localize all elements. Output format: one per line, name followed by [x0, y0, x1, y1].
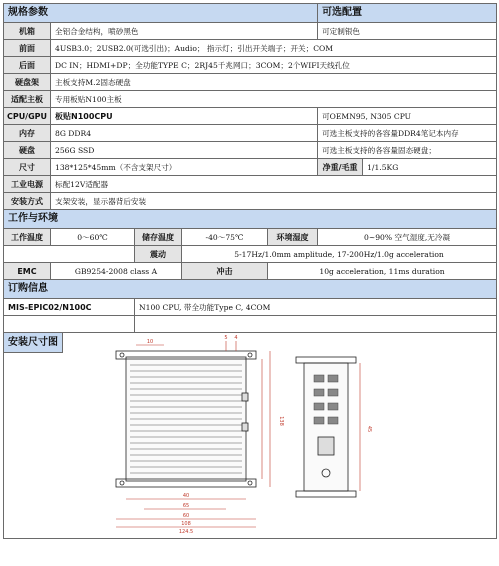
- row-label-memory: 内存: [4, 125, 51, 142]
- row-value-cpu: 板贴N100CPU: [51, 108, 318, 125]
- side-view: [296, 357, 360, 497]
- row-option-cpu: 可OEMN95, N305 CPU: [318, 108, 497, 125]
- spec-table: [3, 3, 497, 539]
- emc-label: EMC: [4, 263, 51, 280]
- mounting-drawing: [4, 333, 495, 533]
- row-value-power: 标配12V适配器: [51, 176, 497, 193]
- row-label-mounting: 安装方式: [4, 193, 51, 210]
- row-value-memory: 8G DDR4: [51, 125, 318, 142]
- row-label-front: 前面: [4, 40, 51, 57]
- dim-label: 40: [182, 493, 190, 499]
- work-temp-label: 工作温度: [4, 229, 51, 246]
- drawing-cell: [4, 333, 497, 539]
- humidity-value: 0~90% 空气湿度,无冷凝: [318, 229, 497, 246]
- drawing-title: 安装尺寸图: [4, 333, 63, 353]
- row-label-chassis: 机箱: [4, 23, 51, 40]
- row-value-chassis: 全铝合金结构，喷砂黑色: [51, 23, 318, 40]
- dim-label: 138: [278, 416, 284, 426]
- storage-temp-label: 储存温度: [135, 229, 182, 246]
- dim-label: 4: [234, 335, 238, 341]
- row-label-drive-bay: 硬盘架: [4, 74, 51, 91]
- dim-label: 124.5: [178, 529, 194, 533]
- vibration-value: 5-17Hz/1.0mm amplitude, 17-200Hz/1.0g acceleration: [182, 246, 497, 263]
- dim-label: 65: [182, 503, 190, 509]
- shock-label: 冲击: [182, 263, 268, 280]
- dim-label: 10: [146, 339, 154, 345]
- order-blank-right: [135, 316, 497, 333]
- row-label-cpu: CPU/GPU: [4, 108, 51, 125]
- emc-value: GB9254-2008 class A: [51, 263, 182, 280]
- row-value-drive-bay: 主板支持M.2固态硬盘: [51, 74, 497, 91]
- vibration-blank: [4, 246, 135, 263]
- spec-sheet: [3, 3, 496, 539]
- row-option-chassis: 可定制银色: [318, 23, 497, 40]
- row-label-weight: 净重/毛重: [318, 159, 363, 176]
- options-header: 可选配置: [318, 4, 497, 23]
- order-desc: N100 CPU, 带全功能Type C, 4COM: [135, 299, 497, 316]
- front-view: [116, 351, 256, 487]
- row-label-power: 工业电源: [4, 176, 51, 193]
- row-value-mainboard: 专用板贴N100主板: [51, 91, 497, 108]
- order-blank-left: [4, 316, 135, 333]
- row-value-rear: DC IN；HDMI+DP；全功能TYPE C；2RJ45千兆网口；3COM；2个WIFI天线孔位: [51, 57, 497, 74]
- dim-label: 108: [181, 521, 191, 527]
- row-value-front: 4USB3.0；2USB2.0(可选引出)；Audio； 指示灯；引出开关端子；开关；COM: [51, 40, 497, 57]
- dim-label: 5: [224, 335, 228, 341]
- storage-temp-value: -40～75℃: [182, 229, 268, 246]
- row-value-mounting: 支架安装，显示器背后安装: [51, 193, 497, 210]
- spec-header: 规格参数: [4, 4, 318, 23]
- order-header: 订购信息: [4, 280, 497, 299]
- row-option-storage: 可选主板支持的各容量固态硬盘；: [318, 142, 497, 159]
- dim-label: 60: [182, 513, 190, 519]
- work-temp-value: 0～60℃: [51, 229, 135, 246]
- humidity-label: 环境湿度: [268, 229, 318, 246]
- order-model: MIS-EPIC02/N100C: [4, 299, 135, 316]
- row-label-size: 尺寸: [4, 159, 51, 176]
- row-value-weight: 1/1.5KG: [363, 159, 497, 176]
- row-label-storage: 硬盘: [4, 142, 51, 159]
- row-label-mainboard: 适配主板: [4, 91, 51, 108]
- dim-label: 45: [366, 425, 372, 433]
- env-header: 工作与环境: [4, 210, 497, 229]
- shock-value: 10g acceleration, 11ms duration: [268, 263, 497, 280]
- row-value-size: 138*125*45mm（不含支架尺寸）: [51, 159, 318, 176]
- row-label-rear: 后面: [4, 57, 51, 74]
- row-value-storage: 256G SSD: [51, 142, 318, 159]
- vibration-label: 震动: [135, 246, 182, 263]
- row-option-memory: 可选主板支持的各容量DDR4笔记本内存: [318, 125, 497, 142]
